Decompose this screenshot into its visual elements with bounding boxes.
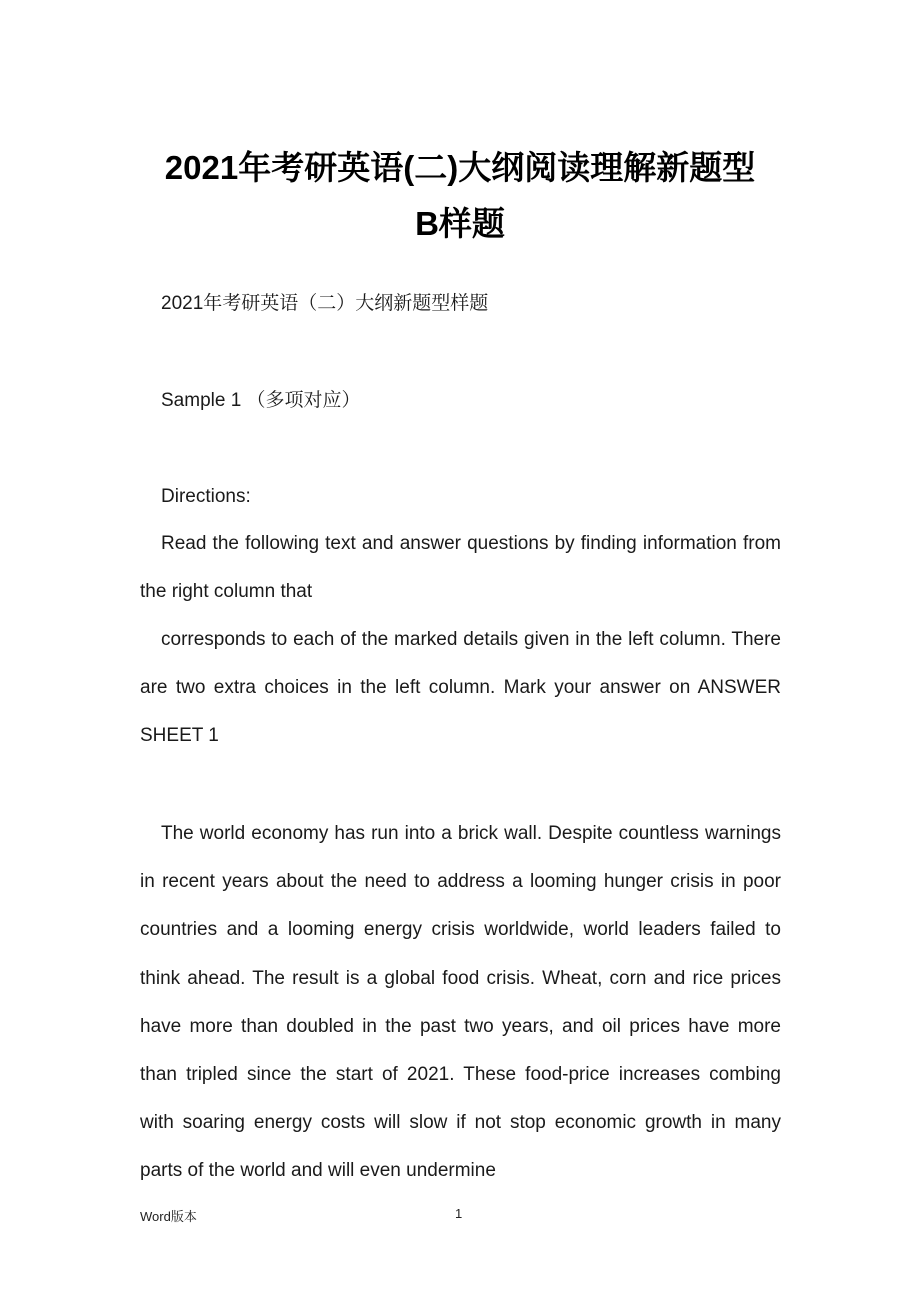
document-subtitle: 2021年考研英语（二）大纲新题型样题	[161, 293, 489, 314]
body-paragraph: The world economy has run into a brick wall. Despite countless warnings in recent years about the need to address a looming hunger crisis in poor countries and a looming energy crisis worldwide, world leaders failed to think ahead. The result is a global food crisis. Wheat, corn and rice prices have more than doubled in the past two years, and oil prices have more than tripled since the start of 2021. These food-price increases combing with soaring energy costs will slow if not stop economic growth in many parts of the world and will even undermine	[140, 823, 781, 1182]
document-title-line-2: B样题	[415, 205, 505, 242]
footer-version-label: Word版本	[140, 1209, 197, 1224]
directions-paragraph-1: Read the following text and answer questions by finding information from the right column that	[140, 533, 781, 603]
document-title-line-1: 2021年考研英语(二)大纲阅读理解新题型	[164, 149, 756, 186]
footer-page-number: 1	[455, 1206, 463, 1221]
sample-heading: Sample 1 （多项对应）	[161, 390, 361, 411]
directions-label: Directions:	[161, 486, 251, 507]
directions-paragraph-2: corresponds to each of the marked details given in the left column. There are two extra choices in the left column. Mark your answer on ANSWER SHEET 1	[140, 629, 781, 747]
